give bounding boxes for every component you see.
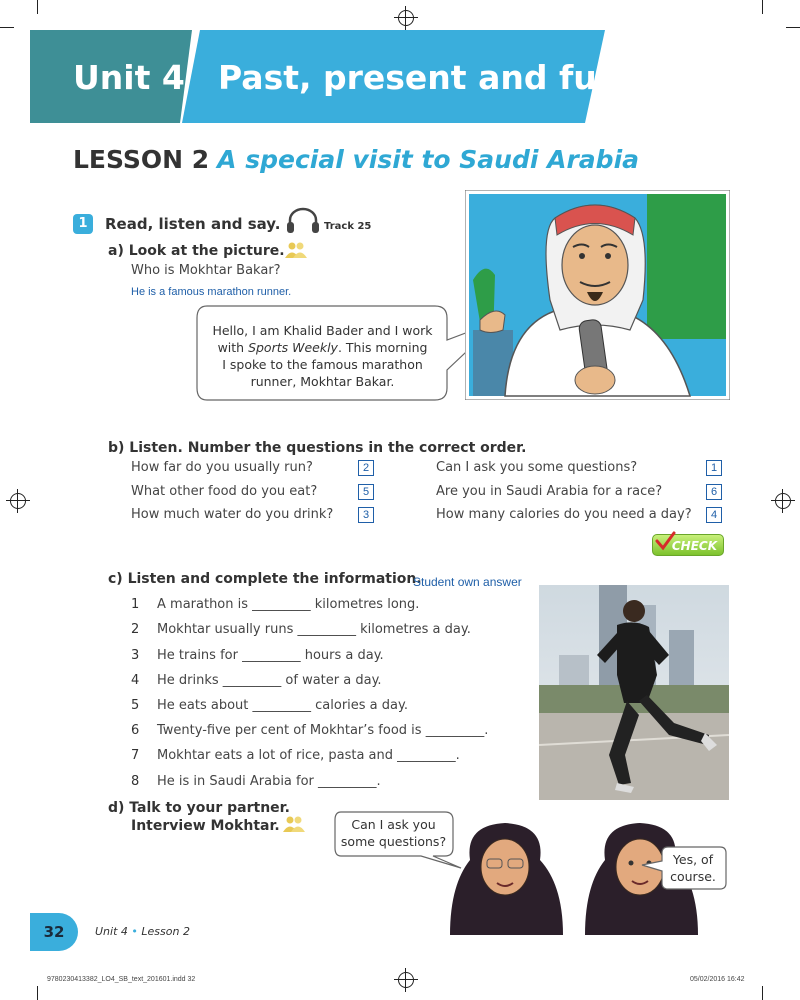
lesson-number: LESSON 2 (73, 145, 210, 174)
completion-item: Mokhtar usually runs _________ kilometres a day. (157, 622, 471, 637)
item-number: 7 (131, 748, 140, 763)
lesson-title (73, 145, 639, 174)
completion-item: He drinks _________ of water a day. (157, 673, 382, 688)
part-a-question: Who is Mokhtar Bakar? (131, 263, 281, 278)
lesson-subtitle: A special visit to Saudi Arabia (217, 145, 640, 174)
completion-item: Mokhtar eats a lot of rice, pasta and _________. (157, 748, 460, 763)
crop-mark (37, 986, 38, 1000)
crop-mark (37, 0, 38, 14)
exercise-heading: Read, listen and say. (105, 215, 281, 233)
question-item: How many calories do you need a day? (436, 507, 692, 522)
completion-item: A marathon is _________ kilometres long. (157, 597, 420, 612)
registration-mark-icon (10, 493, 26, 509)
speech-line: course. (670, 869, 716, 884)
pair-work-icon (284, 242, 308, 258)
part-a-heading: a) Look at the picture. (108, 243, 285, 259)
print-slug-date: 05/02/2016 16:42 (690, 976, 745, 983)
runner-photo (539, 585, 729, 800)
speech-line: with (217, 340, 249, 355)
order-box[interactable]: 5 (358, 484, 374, 500)
item-number: 2 (131, 622, 140, 637)
speech-bubble-text (200, 322, 445, 390)
speech-bubble-text (336, 816, 451, 850)
crop-mark (762, 986, 763, 1000)
order-box[interactable]: 4 (706, 507, 722, 523)
registration-mark-icon (398, 972, 414, 988)
order-box[interactable]: 3 (358, 507, 374, 523)
completion-item: Twenty-five per cent of Mokhtar’s food is _________. (157, 723, 489, 738)
order-box[interactable]: 2 (358, 460, 374, 476)
print-slug-file: 9780230413382_LO4_SB_text_201601.indd 32 (47, 976, 196, 983)
footer-lesson: Lesson 2 (141, 925, 190, 938)
item-number: 1 (131, 597, 140, 612)
part-d-heading-line1: d) Talk to your partner. (108, 800, 290, 816)
item-number: 8 (131, 774, 140, 789)
question-item: Can I ask you some questions? (436, 460, 638, 475)
registration-mark-icon (398, 10, 414, 26)
order-box[interactable]: 1 (706, 460, 722, 476)
part-c-heading: c) Listen and complete the information. (108, 571, 422, 587)
headphones-icon[interactable] (285, 207, 321, 235)
part-d-heading-line2: Interview Mokhtar. (131, 818, 280, 834)
part-b-heading: b) Listen. Number the questions in the correct order. (108, 440, 527, 456)
unit-title: Past, present and future (218, 58, 675, 97)
question-item: How far do you usually run? (131, 460, 313, 475)
registration-mark-icon (775, 493, 791, 509)
crop-mark (0, 27, 14, 28)
crop-mark (762, 0, 763, 14)
check-button[interactable]: CHECK (652, 534, 724, 556)
item-number: 5 (131, 698, 140, 713)
question-item: How much water do you drink? (131, 507, 334, 522)
question-item: What other food do you eat? (131, 484, 318, 499)
crop-mark (786, 27, 800, 28)
question-item: Are you in Saudi Arabia for a race? (436, 484, 663, 499)
order-box[interactable]: 6 (706, 484, 722, 500)
exercise-number: 1 (73, 214, 93, 234)
part-c-answer-note: Student own answer (413, 575, 522, 589)
completion-item: He trains for _________ hours a day. (157, 648, 384, 663)
part-a-answer: He is a famous marathon runner. (131, 286, 292, 298)
speech-bubble-text (662, 851, 724, 885)
speech-line: Yes, of (672, 852, 714, 867)
footer-label (95, 925, 190, 938)
magazine-name: Sports Weekly (248, 340, 338, 355)
completion-item: He eats about _________ calories a day. (157, 698, 408, 713)
speech-line: I spoke to the famous marathon (222, 357, 423, 372)
speech-line: some questions? (340, 834, 447, 849)
checkmark-icon (654, 530, 676, 552)
item-number: 3 (131, 648, 140, 663)
completion-item: He is in Saudi Arabia for _________. (157, 774, 381, 789)
footer-unit: Unit 4 (95, 925, 128, 938)
page-number: 32 (30, 913, 78, 951)
item-number: 4 (131, 673, 140, 688)
speech-line: Can I ask you (351, 817, 436, 832)
item-number: 6 (131, 723, 140, 738)
speech-line: Hello, I am Khalid Bader and I work (212, 323, 433, 338)
pair-work-icon (282, 816, 306, 832)
footer-separator: • (131, 925, 138, 938)
track-label: Track 25 (324, 221, 372, 232)
speech-line: runner, Mokhtar Bakar. (250, 374, 395, 389)
presenter-illustration (465, 190, 730, 400)
unit-label: Unit 4 (73, 58, 185, 97)
speech-line: . This morning (337, 340, 428, 355)
